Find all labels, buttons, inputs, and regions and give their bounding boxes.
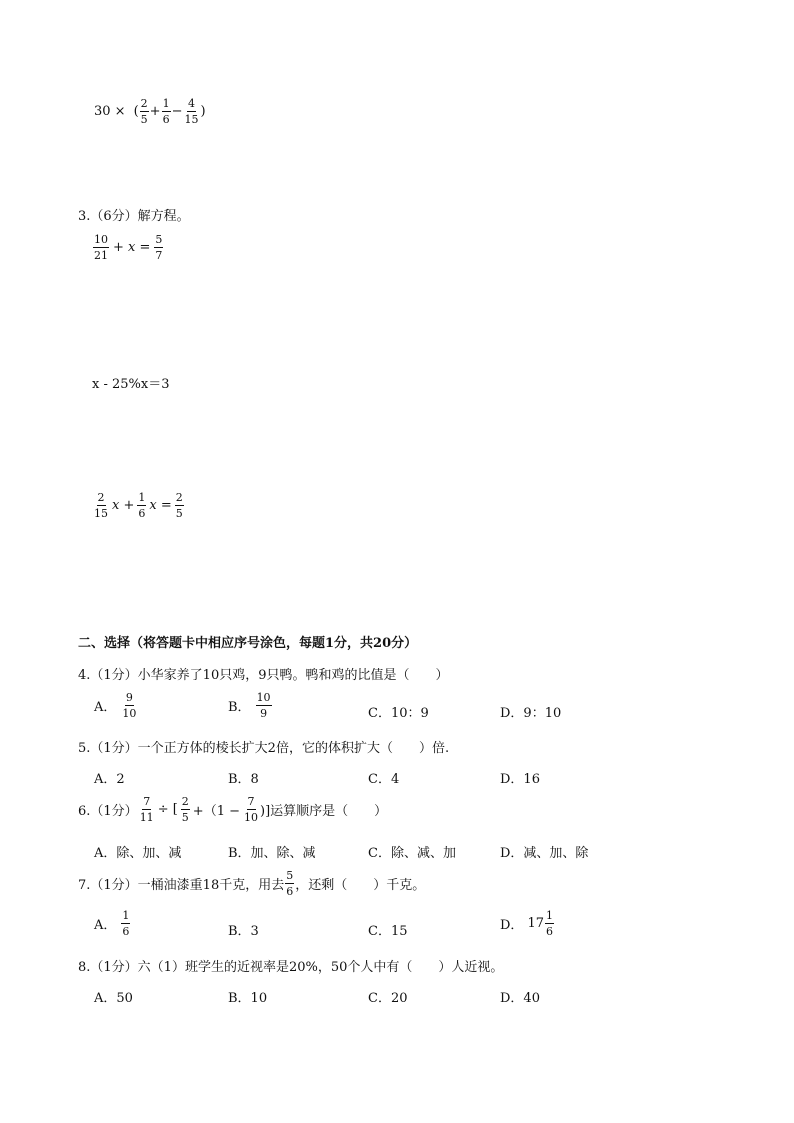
q4-option-a[interactable]: A． $\frac{9}{10}$	[94, 691, 137, 720]
fraction: $\frac{2}{5}$	[181, 795, 189, 824]
fraction: $\frac{5}{7}$	[155, 233, 163, 262]
question-7-text: 7.（1分）一桶油漆重18千克，用去 $\frac{5}{6}$ ，还剩（ ）千克。	[78, 869, 426, 898]
q6-option-b[interactable]: B．加、除、减	[228, 846, 316, 861]
q7-option-b[interactable]: B．3	[228, 924, 259, 939]
fraction: $\frac{7}{11}$	[139, 795, 154, 824]
q7-option-d[interactable]: D． 17 $\frac{1}{6}$	[500, 909, 553, 938]
fraction: $\frac{1}{6}$	[162, 97, 170, 126]
q6-option-d[interactable]: D．减、加、除	[500, 846, 589, 861]
fraction: $\frac{1}{6}$	[122, 909, 130, 938]
q8-option-c[interactable]: C．20	[368, 991, 408, 1006]
fraction: $\frac{10}{21}$	[94, 233, 108, 262]
q5-option-c[interactable]: C．4	[368, 772, 400, 787]
fraction: $\frac{7}{10}$	[244, 795, 258, 824]
expr-close-paren: )	[200, 104, 206, 119]
fraction: $\frac{2}{5}$	[175, 491, 183, 520]
fraction: $\frac{2}{5}$	[140, 97, 148, 126]
q8-option-d[interactable]: D．40	[500, 991, 540, 1006]
q4-option-b[interactable]: B． $\frac{10}{9}$	[228, 691, 271, 720]
fraction: $\frac{1}{6}$	[545, 909, 553, 938]
q5-option-b[interactable]: B．8	[228, 772, 259, 787]
q4-option-d[interactable]: D．9：10	[500, 706, 562, 721]
question-3-label: 3.（6分）解方程。	[78, 209, 190, 224]
q6-option-c[interactable]: C．除、减、加	[368, 846, 456, 861]
question-4-text: 4.（1分）小华家养了10只鸡，9只鸭。鸭和鸡的比值是（ ）	[78, 668, 449, 683]
question-5-text: 5.（1分）一个正方体的棱长扩大2倍，它的体积扩大（ ）倍.	[78, 741, 450, 756]
fraction: $\frac{10}{9}$	[256, 691, 271, 720]
question-6-text: 6.（1分） $\frac{7}{11}$ ÷ [ $\frac{2}{5}$ +（1 − $\frac{7}{10}$ )]运算顺序是（ ）	[78, 795, 388, 824]
q5-option-d[interactable]: D．16	[500, 772, 540, 787]
q8-option-b[interactable]: B．10	[228, 991, 268, 1006]
section-2-title: 二、选择（将答题卡中相应序号涂色，每题1分，共20分）	[78, 636, 418, 651]
expr-open-paren: (	[133, 104, 139, 119]
q8-option-a[interactable]: A．50	[94, 991, 133, 1006]
fraction: $\frac{9}{10}$	[122, 691, 137, 720]
q5-option-a[interactable]: A．2	[94, 772, 125, 787]
expr-lead: 30 ×	[94, 104, 126, 119]
mixed-number: 17 $\frac{1}{6}$	[527, 909, 553, 938]
q7-option-c[interactable]: C．15	[368, 924, 408, 939]
fraction: $\frac{5}{6}$	[286, 869, 294, 898]
equation-3: $\frac{2}{15}$ x + $\frac{1}{6}$ x = $\frac{2}{5}$	[94, 491, 183, 520]
question-8-text: 8.（1分）六（1）班学生的近视率是20%，50个人中有（ ）人近视。	[78, 960, 504, 975]
q7-option-a[interactable]: A． $\frac{1}{6}$	[94, 909, 130, 938]
top-expression: 30 × ( $\frac{2}{5}$ + $\frac{1}{6}$ − $\frac{4}{15}$ )	[94, 97, 206, 126]
equation-2: x - 25%x＝3	[92, 377, 170, 392]
q4-option-c[interactable]: C．10：9	[368, 706, 429, 721]
equation-1: $\frac{10}{21}$ + x = $\frac{5}{7}$	[94, 233, 163, 262]
fraction: $\frac{4}{15}$	[184, 97, 199, 126]
fraction: $\frac{2}{15}$	[94, 491, 108, 520]
q6-option-a[interactable]: A．除、加、减	[94, 846, 182, 861]
fraction: $\frac{1}{6}$	[138, 491, 146, 520]
